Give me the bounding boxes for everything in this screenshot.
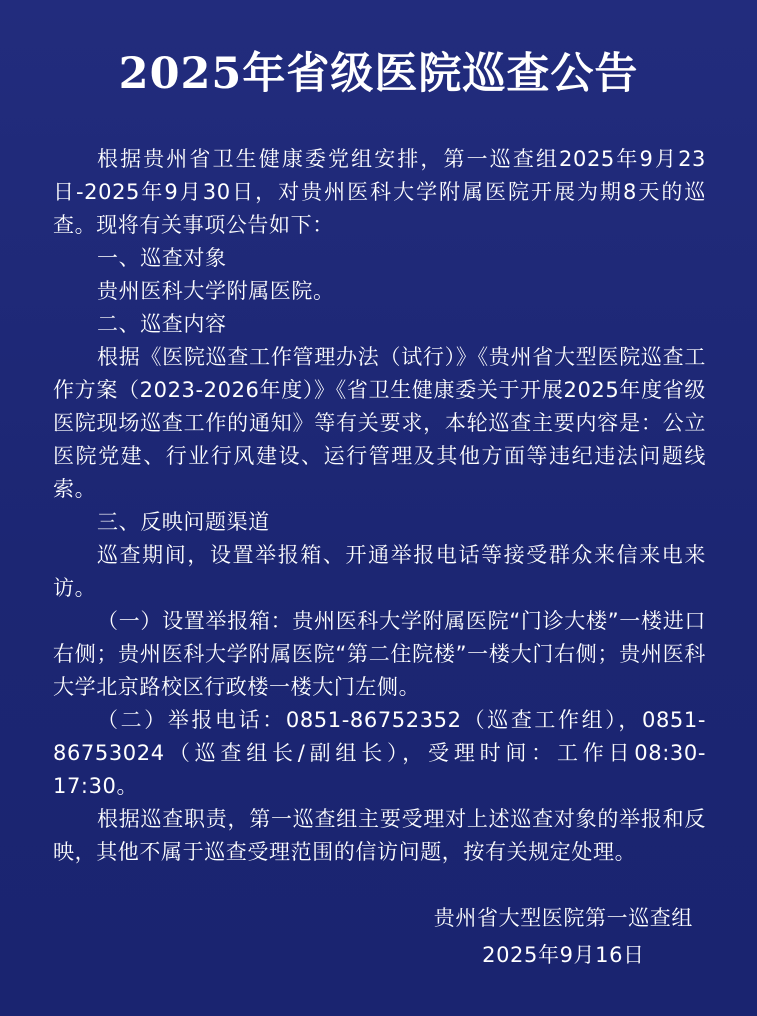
section-heading-inspection-target: 一、巡查对象 bbox=[97, 246, 227, 270]
intro-paragraph: 根据贵州省卫生健康委党组安排，第一巡查组2025年9月23日-2025年9月30日，对贵州医科大学附属医院开展为期8天的巡查。现将有关事项公告如下： bbox=[53, 147, 706, 237]
inspection-content-paragraph: 根据《医院巡查工作管理办法（试行）》《贵州省大型医院巡查工作方案（2023-2026年度）》《省卫生健康委关于开展2025年度省级医院现场巡查工作的通知》等有关要求，本轮巡查主要内容是：公立医院党建、行业行风建设、运行管理及其他方面等违纪违法问题线索。 bbox=[53, 345, 706, 501]
section-heading-reporting-channels: 三、反映问题渠道 bbox=[97, 510, 270, 534]
signature-organization: 贵州省大型医院第一巡查组 bbox=[433, 906, 693, 930]
signature-date: 2025年9月16日 bbox=[482, 943, 645, 967]
reporting-channels-paragraph: 巡查期间，设置举报箱、开通举报电话等接受群众来信来电来访。 bbox=[53, 543, 706, 600]
report-box-locations-paragraph: （一）设置举报箱：贵州医科大学附属医院“门诊大楼”一楼进口右侧；贵州医科大学附属医院“第二住院楼”一楼大门右侧；贵州医科大学北京路校区行政楼一楼大门左侧。 bbox=[53, 609, 706, 699]
section-heading-inspection-content: 二、巡查内容 bbox=[97, 312, 227, 336]
inspection-scope-paragraph: 根据巡查职责，第一巡查组主要受理对上述巡查对象的举报和反映，其他不属于巡查受理范围的信访问题，按有关规定处理。 bbox=[53, 807, 706, 864]
inspection-target-paragraph: 贵州医科大学附属医院。 bbox=[97, 279, 335, 303]
report-phone-paragraph: （二）举报电话：0851-86752352（巡查工作组），0851-86753024（巡查组长/副组长），受理时间：工作日08:30-17:30。 bbox=[53, 708, 706, 798]
signature-block bbox=[434, 900, 693, 974]
announcement-body bbox=[53, 143, 706, 869]
announcement-title: 2025年省级医院巡查公告 bbox=[118, 49, 639, 99]
